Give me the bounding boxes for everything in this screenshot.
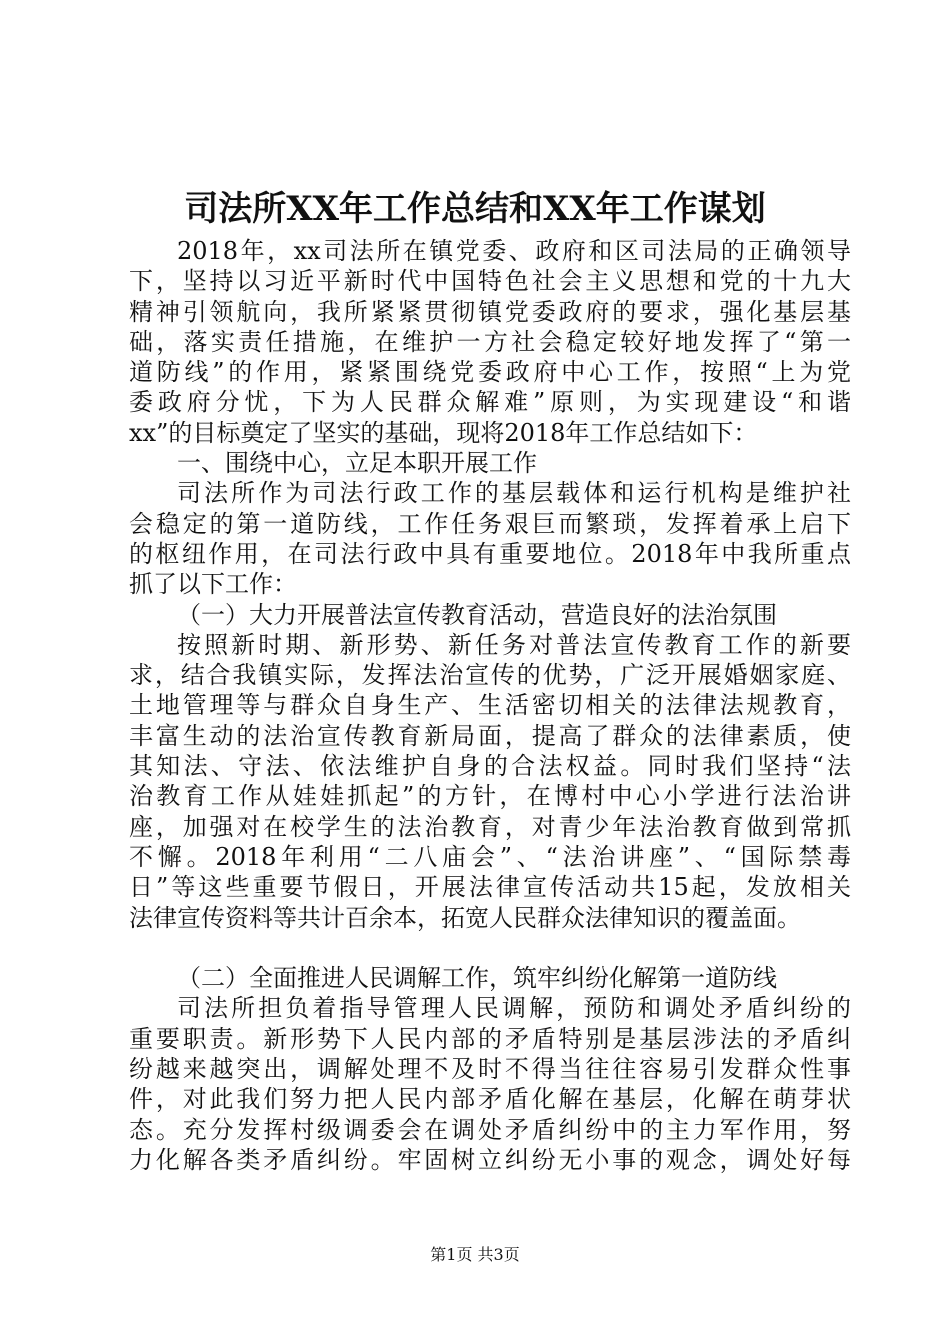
body-line: 2018年，xx司法所在镇党委、政府和区司法局的正确领导: [177, 237, 851, 265]
body-line: 日”等这些重要节假日，开展法律宣传活动共15起，发放相关: [129, 873, 851, 902]
body-line: 础，落实责任措施，在维护一方社会稳定较好地发挥了“第一: [129, 327, 851, 356]
body-line: 丰富生动的法治宣传教育新局面，提高了群众的法律素质，使: [129, 721, 851, 750]
body-line: 道防线”的作用，紧紧围绕党委政府中心工作，按照“上为党: [129, 358, 851, 387]
body-line: 重要职责。新形势下人民内部的矛盾特别是基层涉法的矛盾纠: [129, 1024, 851, 1053]
body-line: 求，结合我镇实际，发挥法治宣传的优势，广泛开展婚姻家庭、: [129, 661, 851, 690]
body-line: 不懈。2018年利用“二八庙会”、“法治讲座”、“国际禁毒: [129, 842, 851, 871]
body-line: 精神引领航向，我所紧紧贯彻镇党委政府的要求，强化基层基: [129, 297, 851, 326]
body-line: 的枢纽作用，在司法行政中具有重要地位。2018年中我所重点: [129, 539, 851, 568]
section-heading: 一、围绕中心，立足本职开展工作: [177, 449, 537, 478]
body-line: 态。充分发挥村级调委会在调处矛盾纠纷中的主力军作用，努: [129, 1115, 851, 1144]
body-line: 下，坚持以习近平新时代中国特色社会主义思想和党的十九大: [129, 267, 851, 296]
body-line: 纷越来越突出，调解处理不及时不得当往往容易引发群众性事: [129, 1055, 851, 1084]
body-line: 土地管理等与群众自身生产、生活密切相关的法律法规教育，: [129, 691, 851, 720]
body-line: 司法所作为司法行政工作的基层载体和运行机构是维护社: [177, 479, 851, 508]
body-line: 力化解各类矛盾纠纷。牢固树立纠纷无小事的观念，调处好每: [129, 1145, 851, 1174]
body-line: 抓了以下工作：: [129, 570, 297, 599]
subsection-heading: （一）大力开展普法宣传教育活动，营造良好的法治氛围: [177, 600, 777, 629]
body-line: 治教育工作从娃娃抓起”的方针，在博村中心小学进行法治讲: [129, 782, 851, 811]
document-body: [129, 236, 851, 1175]
body-line: 司法所担负着指导管理人民调解，预防和调处矛盾纠纷的: [177, 994, 851, 1023]
body-line: xx”的目标奠定了坚实的基础，现将2018年工作总结如下：: [129, 418, 758, 447]
body-line: 按照新时期、新形势、新任务对普法宣传教育工作的新要: [177, 630, 851, 659]
body-line: 委政府分忧，下为人民群众解难”原则，为实现建设“和谐: [129, 388, 851, 417]
body-line: 件，对此我们努力把人民内部矛盾化解在基层，化解在萌芽状: [129, 1085, 851, 1114]
body-line: 法律宣传资料等共计百余本，拓宽人民群众法律知识的覆盖面。: [129, 903, 801, 932]
page-footer: 第1页 共3页: [430, 1245, 520, 1264]
body-line: 会稳定的第一道防线，工作任务艰巨而繁琐，发挥着承上启下: [129, 509, 851, 538]
body-line: 其知法、守法、依法维护自身的合法权益。同时我们坚持“法: [129, 752, 851, 781]
document-title: 司法所XX年工作总结和XX年工作谋划: [184, 189, 766, 229]
body-line: 座，加强对在校学生的法治教育，对青少年法治教育做到常抓: [129, 812, 851, 841]
subsection-heading: （二）全面推进人民调解工作，筑牢纠纷化解第一道防线: [177, 964, 777, 993]
paragraph-gap: [129, 933, 851, 963]
